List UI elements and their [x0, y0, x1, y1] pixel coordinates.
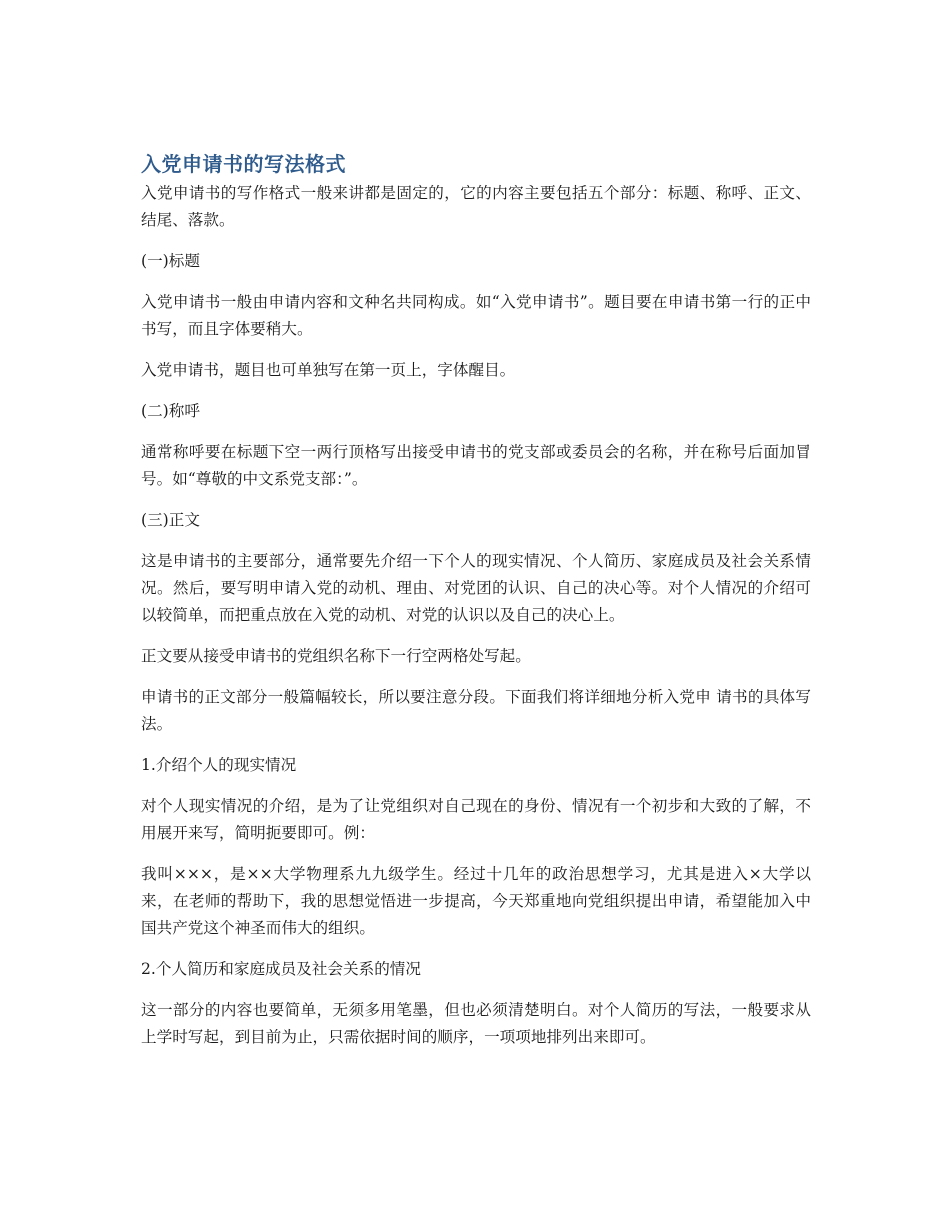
paragraph-salutation-desc: 通常称呼要在标题下空一两行顶格写出接受申请书的党支部或委员会的名称，并在称号后面加冒号。如“尊敬的中文系党支部：”。: [141, 443, 811, 488]
paragraph-resume-family: 这一部分的内容也要简单，无须多用笔墨，但也必须清楚明白。对个人简历的写法，一般要求从上学时写起，到目前为止，只需依据时间的顺序，一项项地排列出来即可。: [141, 1001, 811, 1046]
subheading-resume-family: 2.个人简历和家庭成员及社会关系的情况: [141, 960, 421, 978]
subheading-personal-situation: 1.介绍个人的现实情况: [141, 756, 297, 774]
paragraph-title-note: 入党申请书，题目也可单独写在第一页上，字体醒目。: [141, 361, 516, 379]
paragraph-title-desc: 入党申请书一般由申请内容和文种名共同构成。如“入党申请书”。题目要在申请书第一行的正中书写，而且字体要稍大。: [141, 293, 811, 338]
paragraph-example: 我叫×××，是××大学物理系九九级学生。经过十几年的政治思想学习，尤其是进入×大学以来，在老师的帮助下，我的思想觉悟进一步提高，今天郑重地向党组织提出申请，希望能加入中国共产党这个神圣而伟大的组织。: [141, 865, 811, 937]
section-heading-title: (一)标题: [141, 252, 200, 270]
document-title: 入党申请书的写法格式: [141, 152, 346, 176]
paragraph-body-desc: 这是申请书的主要部分，通常要先介绍一下个人的现实情况、个人简历、家庭成员及社会关系情况。然后，要写明申请入党的动机、理由、对党团的认识、自己的决心等。对个人情况的介绍可以较简单，而把重点放在入党的动机、对党的认识以及自己的决心上。: [141, 552, 811, 624]
paragraph-body-start: 正文要从接受申请书的党组织名称下一行空两格处写起。: [141, 647, 531, 665]
paragraph-personal-situation: 对个人现实情况的介绍，是为了让党组织对自己现在的身份、情况有一个初步和大致的了解，不用展开来写，简明扼要即可。例：: [141, 797, 811, 842]
paragraph-intro: 入党申请书的写作格式一般来讲都是固定的，它的内容主要包括五个部分：标题、称呼、正文、结尾、落款。: [141, 184, 811, 229]
section-heading-body: (三)正文: [141, 511, 200, 529]
section-heading-salutation: (二)称呼: [141, 402, 200, 420]
document-page: [141, 150, 811, 1065]
paragraph-body-sections: 申请书的正文部分一般篇幅较长，所以要注意分段。下面我们将详细地分析入党申 请书的具体写法。: [141, 688, 811, 733]
